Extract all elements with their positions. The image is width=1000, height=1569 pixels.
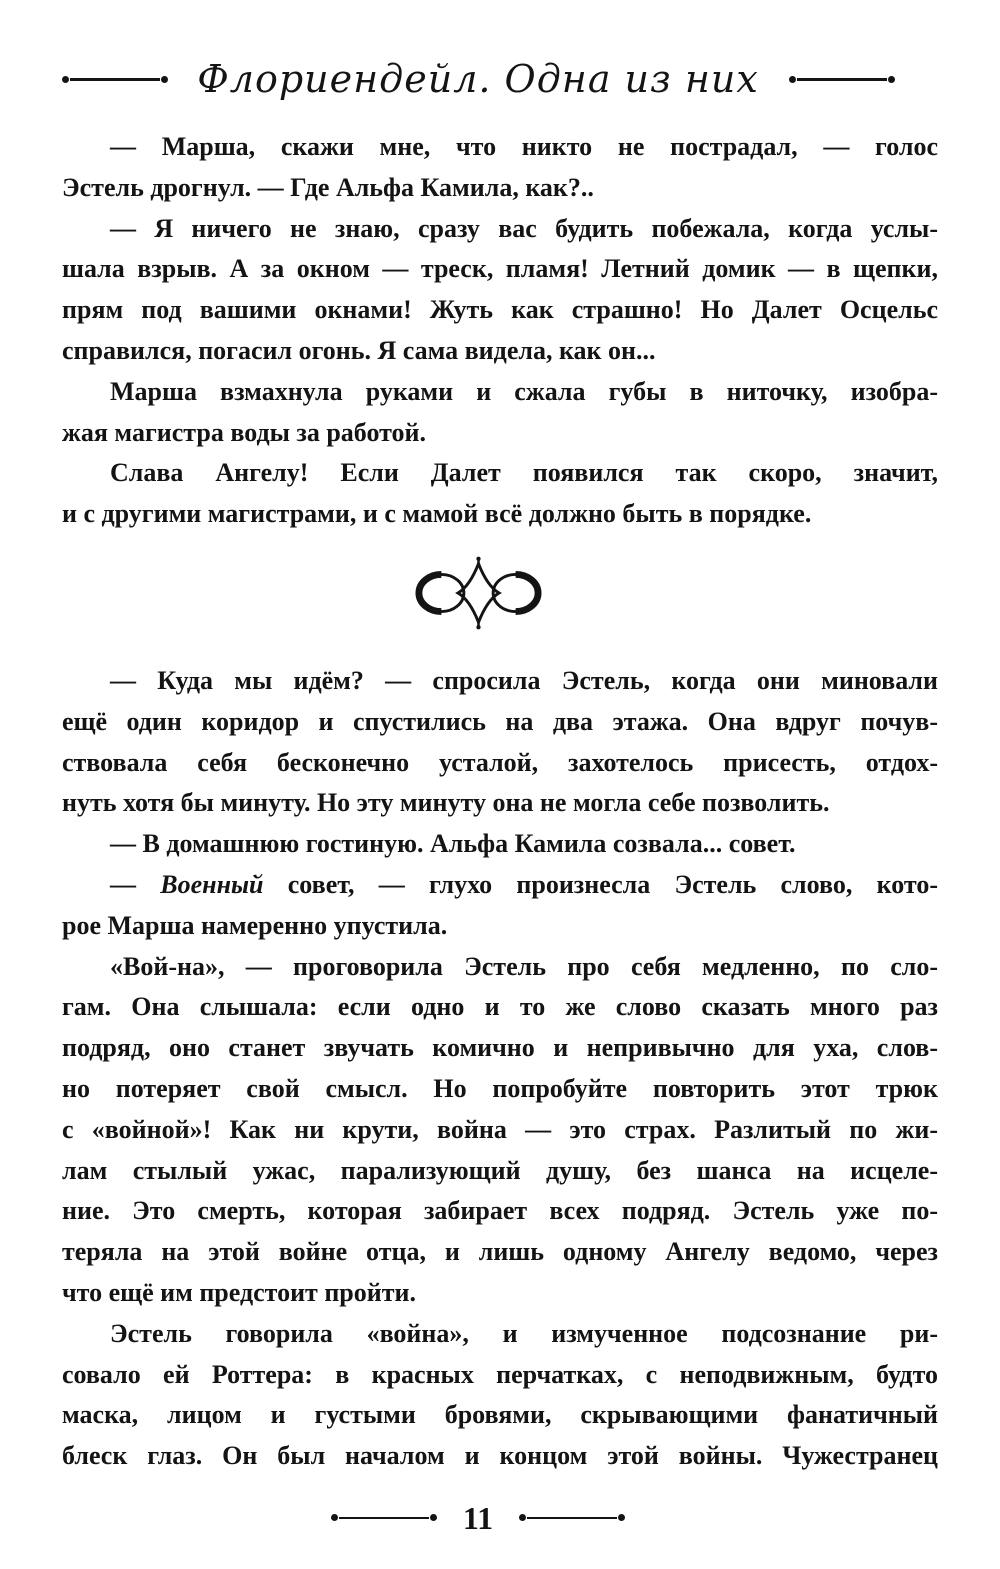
text-line: жая магистра воды за работой. <box>62 417 427 447</box>
text-line: — Я ничего не знаю, сразу вас будить побежала, когда услы- <box>110 213 938 243</box>
text-line: Марша взмахнула руками и сжала губы в ниточку, изобра- <box>110 376 938 406</box>
rule-dot <box>430 1514 437 1521</box>
text-line: — Куда мы идём? — спросила Эстель, когда они миновали <box>110 665 938 695</box>
rule-dot <box>618 1514 625 1521</box>
rule-bar <box>797 78 887 81</box>
text-line: нуть хотя бы минуту. Но эту минуту она не могла себе позволить. <box>62 788 830 818</box>
text-line: совало ей Роттера: в красных перчатках, с неподвижным, будто <box>62 1359 938 1389</box>
page-header <box>62 46 938 116</box>
text-line: гам. Она слышала: если одно и то же слово сказать много раз <box>62 992 938 1022</box>
text-line: Слава Ангелу! Если Далет появился так скоро, значит, <box>110 458 938 488</box>
text-line: с «войной»! Как ни крути, война — это страх. Разлитый по жи- <box>62 1114 938 1144</box>
text-line: прям под вашими окнами! Жуть как страшно! Но Далет Осцельс <box>62 295 938 325</box>
rule-dot <box>519 1514 526 1521</box>
rule-dot <box>331 1514 338 1521</box>
text-line: справился, погасил огонь. Я сама видела, как он... <box>62 335 656 365</box>
text-line: маска, лицом и густыми бровями, скрывающими фанатичный <box>62 1400 938 1430</box>
infinity-diamond-flourish-icon <box>415 555 542 631</box>
text-line: ние. Это смерть, которая забирает всех подряд. Эстель уже по- <box>62 1196 938 1226</box>
text-line: ещё один коридор и спустились на два этажа. Она вдруг почув- <box>62 706 938 736</box>
footer-rule-right-icon <box>519 1514 625 1521</box>
rule-dot <box>789 76 796 83</box>
text-line: ствовала себя бесконечно усталой, захотелось присесть, отдох- <box>62 747 938 777</box>
text-line: — Марша, скажи мне, что никто не пострадал, — голос <box>110 132 938 161</box>
text-line: шала взрыв. А за окном — треск, пламя! Летний домик — в щепки, <box>62 254 938 284</box>
text-segment: — <box>110 869 161 899</box>
text-line: «Вой-на», — проговорила Эстель про себя медленно, по сло- <box>110 951 938 981</box>
text-line: подряд, оно станет звучать комично и непривычно для уха, слов- <box>62 1033 938 1063</box>
text-line: Эстель дрогнул. — Где Альфа Камила, как?.. <box>62 172 594 202</box>
text-line: — В домашнюю гостиную. Альфа Камила созвала... совет. <box>110 829 796 859</box>
page-number: 11 <box>462 1499 494 1536</box>
text-line: лам стылый ужас, парализующий душу, без шанса на исцеле- <box>62 1155 938 1185</box>
text-line: Эстель говорила «война», и измученное подсознание ри- <box>110 1318 938 1348</box>
text-line: теряла на этой войне отца, и лишь одному Ангелу ведомо, через <box>62 1237 938 1267</box>
rule-dot <box>888 76 895 83</box>
page-body <box>62 127 938 1477</box>
text-line: блеск глаз. Он был началом и концом этой войны. Чужестранец <box>62 1441 938 1471</box>
section-divider <box>415 555 542 631</box>
text-line: рое Марша намеренно упустила. <box>62 910 448 940</box>
rule-bar <box>527 1517 617 1520</box>
rule-bar <box>339 1517 429 1520</box>
emphasized-word: Военный <box>160 869 264 899</box>
header-rule-right-icon <box>789 76 895 83</box>
text-segment: совет, — глухо произнесла Эстель слово, кото- <box>263 869 938 899</box>
running-head-title: Флориендейл. Одна из них <box>197 57 759 101</box>
footer-rule-left-icon <box>331 1514 437 1521</box>
text-line: что ещё им предстоит пройти. <box>62 1277 416 1307</box>
text-line <box>62 865 938 906</box>
text-line: и с другими магистрами, и с мамой всё должно быть в порядке. <box>62 499 812 529</box>
page-footer <box>0 1501 978 1535</box>
text-line: но потеряет свой смысл. Но попробуйте повторить этот трюк <box>62 1073 938 1103</box>
